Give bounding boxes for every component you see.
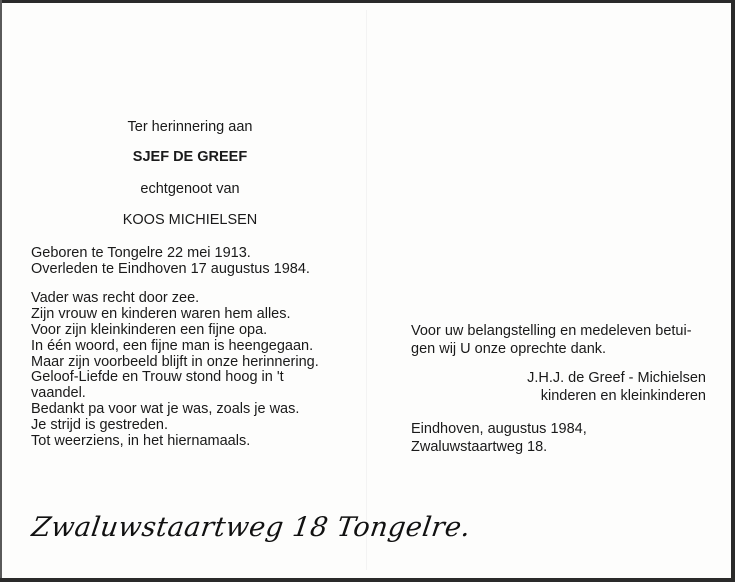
poem-line: Voor zijn kleinkinderen een fijne opa. [31,321,268,338]
thanks-line: Voor uw belangstelling en medeleven betui- [411,323,692,339]
birth-line: Geboren te Tongelre 22 mei 1913. [31,245,251,261]
remembrance-intro: Ter herinnering aan [127,119,253,135]
relation-text: echtgenoot van [140,181,240,197]
card-fold [366,10,367,570]
poem-line: vaandel. [31,385,86,402]
poem-line: In één woord, een fijne man is heengegaan. [31,337,314,354]
poem-line: Vader was recht door zee. [31,290,200,306]
memorial-poem [31,291,323,450]
scan-edge-top [0,0,735,3]
death-line: Overleden te Eindhoven 17 augustus 1984. [31,261,310,277]
deceased-name: SJEF DE GREEF [132,149,248,165]
place-date: Eindhoven, augustus 1984, [411,421,587,437]
scan-edge-right [731,0,735,582]
thanks-line: gen wij U onze oprechte dank. [411,341,607,357]
scan-edge-bottom [0,578,735,582]
poem-line: Tot weerziens, in het hiernamaals. [31,433,251,450]
poem-line: Zijn vrouw en kinderen waren hem alles. [31,305,291,322]
signers [411,369,706,405]
poem-line: Je strijd is gestreden. [31,417,169,434]
poem-line: Bedankt pa voor wat je was, zoals je was. [31,401,300,418]
signer-line: kinderen en kleinkinderen [540,388,706,404]
handwritten-address-note: Zwaluwstaartweg 18 Tongelre. [29,512,473,543]
thanks-message [411,322,706,358]
poem-line: Maar zijn voorbeeld blijft in onze herinnering. [31,353,319,370]
address-line: Zwaluwstaartweg 18. [411,439,548,455]
scan-edge-left [0,0,2,582]
poem-line: Geloof-Liefde en Trouw stond hoog in 't [31,369,284,386]
signer-line: J.H.J. de Greef - Michielsen [527,370,706,386]
place-and-address [411,420,706,456]
spouse-name: KOOS MICHIELSEN [122,212,258,228]
